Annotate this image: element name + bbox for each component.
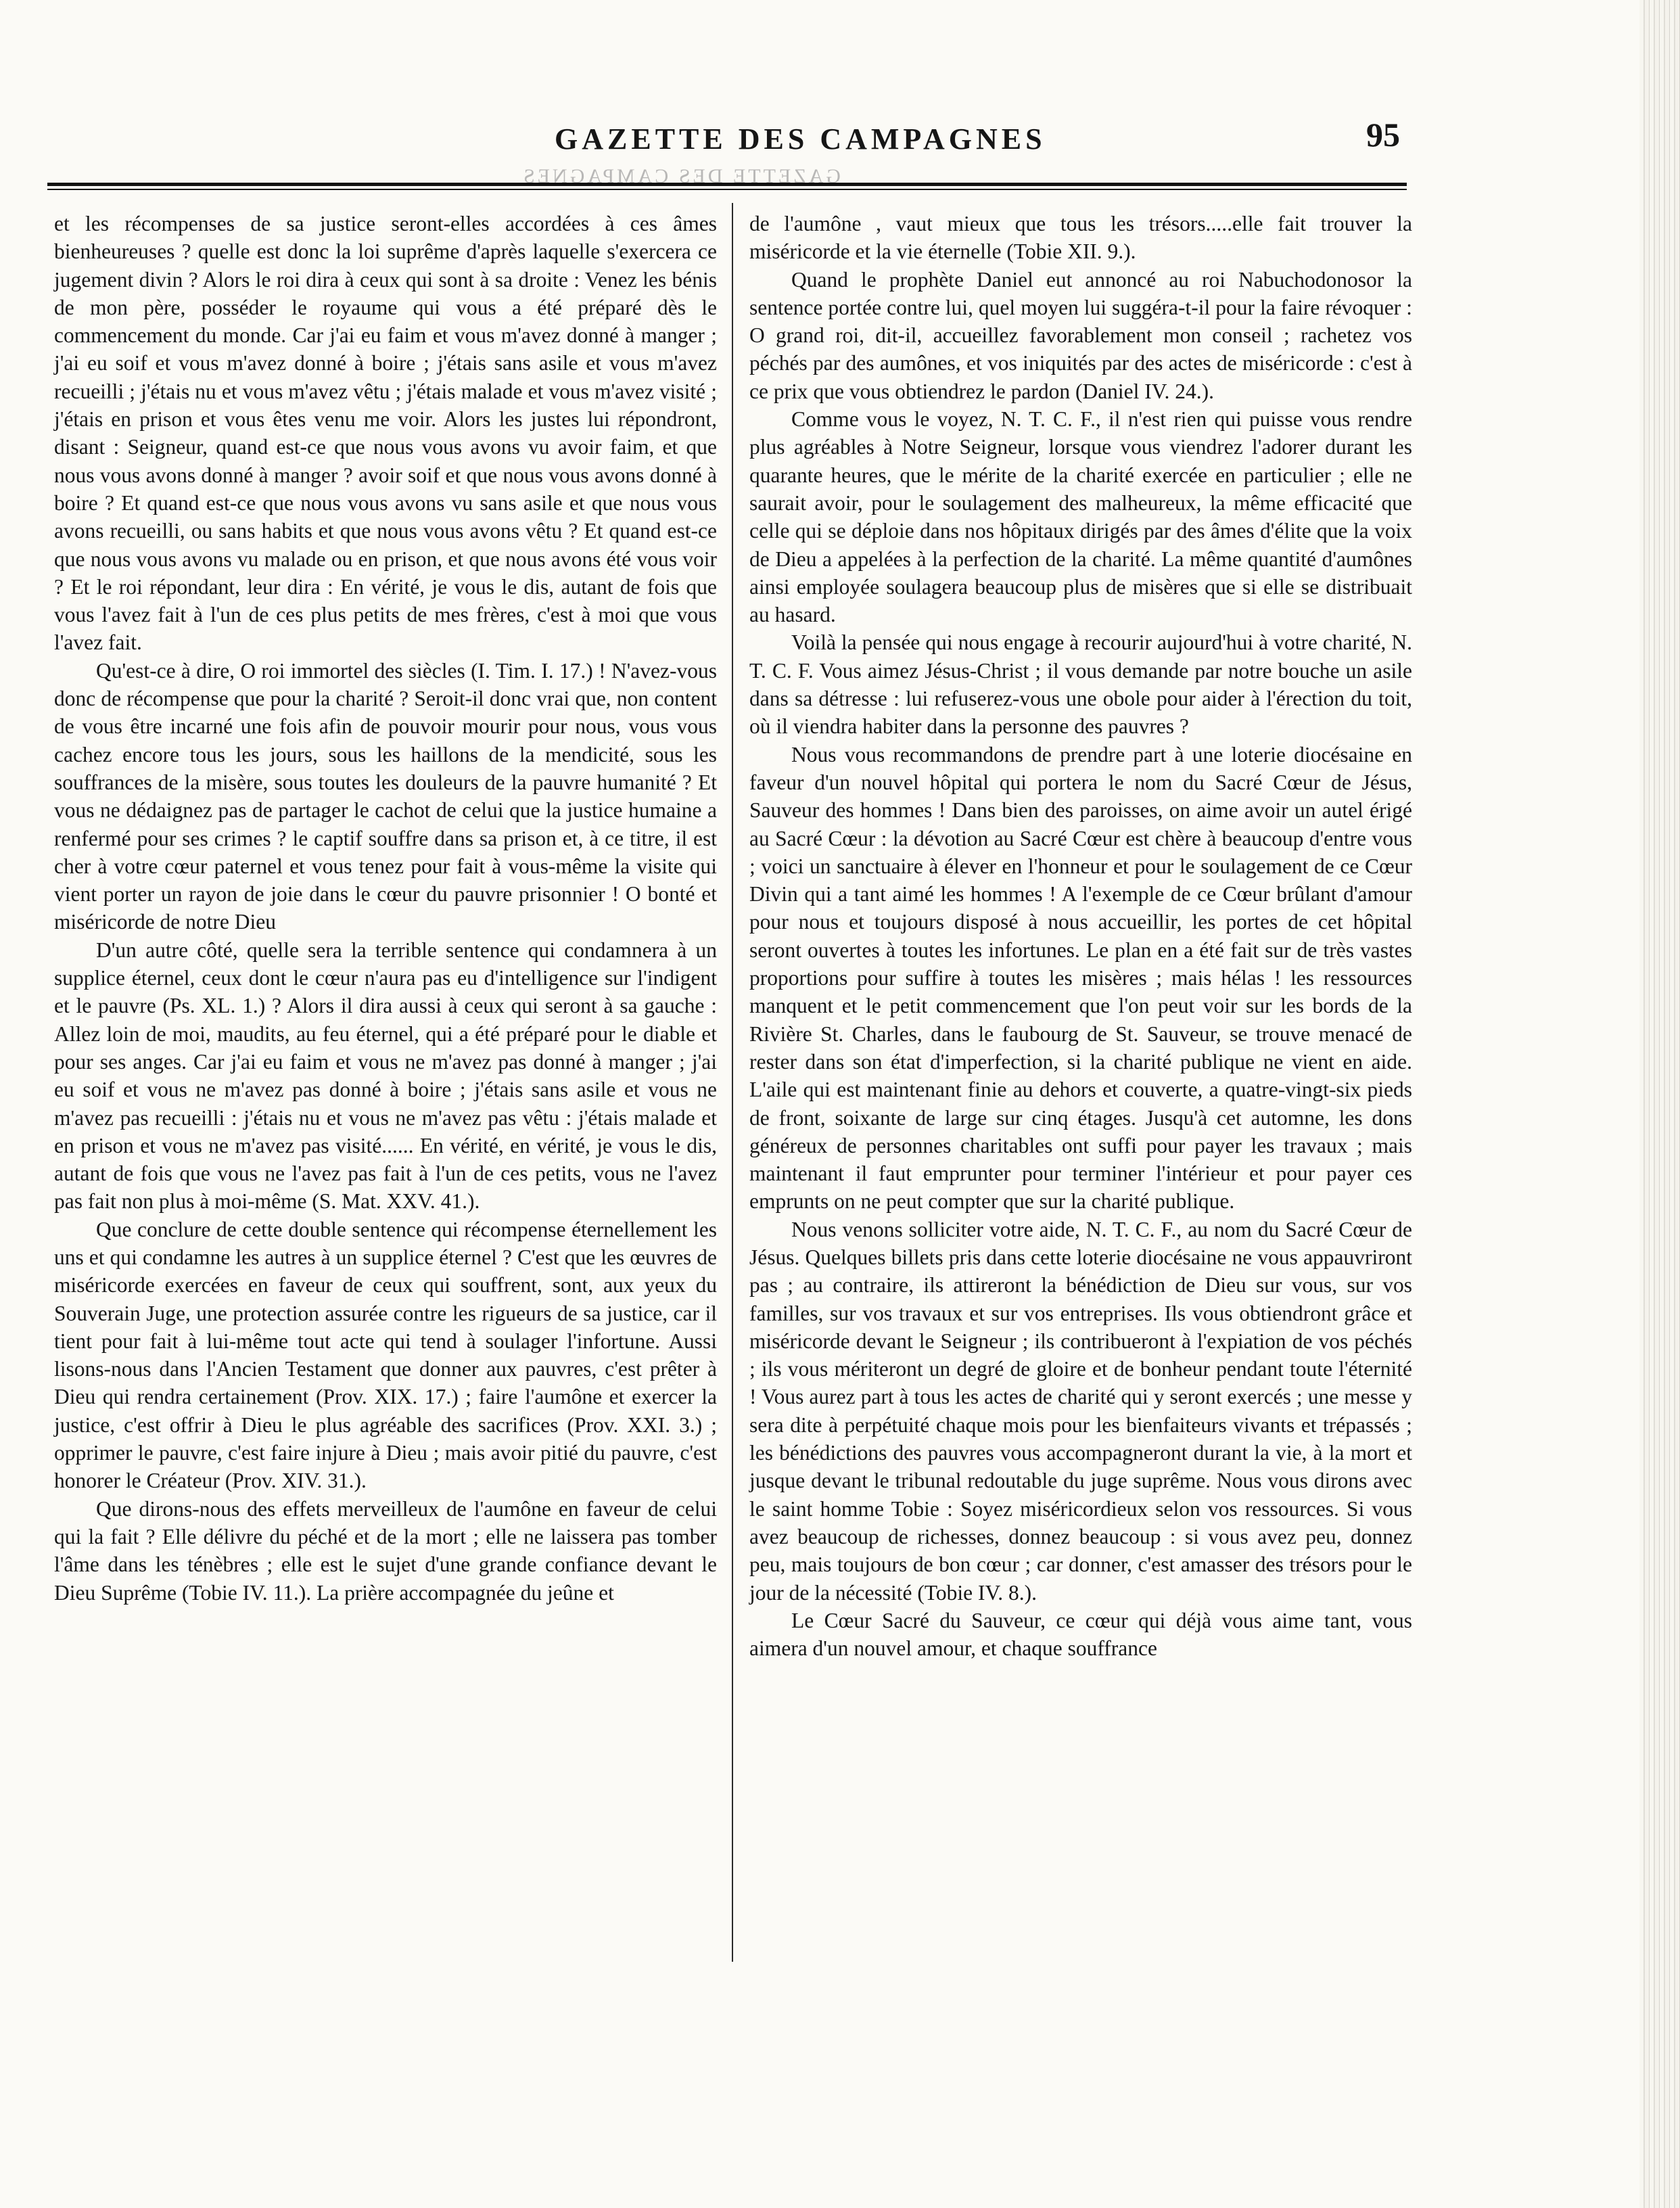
bleed-through-title: GAZETTE DES CAMPAGNES: [521, 165, 841, 187]
paragraph: Quand le prophète Daniel eut annoncé au roi Nabuchodonosor la sentence portée contre lui, quel moyen lui suggéra-t-il pour la faire révoquer : O grand roi, dit-il, accueillez favorablement mon conseil ; rachetez vos péchés par des aumônes, et vos iniquités par des actes de miséricorde : c'est à ce prix que vous obtiendrez le pardon (Daniel IV. 24.).: [749, 267, 1412, 403]
right-column: [749, 210, 1412, 1662]
page-edge-binding: [1639, 0, 1680, 2208]
paragraph: Nous venons solliciter votre aide, N. T. C. F., au nom du Sacré Cœur de Jésus. Quelques billets pris dans cette loterie diocésaine ne vous appauvriront pas ; au contraire, ils attireront la bénédiction de Dieu sur vous, sur vos familles, sur vos travaux et sur vos entreprises. Ils vous obtiendront grâce et miséricorde devant le Seigneur ; ils contribueront à l'expiation de vos péchés ; ils vous mériteront un degré de gloire et de bonheur pendant toute l'éternité ! Vous aurez part à tous les actes de charité qui y seront exercés ; une messe y sera dite à perpétuité chaque mois pour les bienfaiteurs vivants et trépassés ; les bénédictions des pauvres vous accompagneront durant la vie, à la mort et jusque devant le tribunal redoutable du juge suprême. Nous vous dirons avec le saint homme Tobie : Soyez miséricordieux selon vos ressources. Si vous avez beaucoup de richesses, donnez beaucoup : si vous avez peu, donnez peu, mais toujours de bon cœur ; car donner, c'est amasser des trésors pour le jour de la nécessité (Tobie IV. 8.).: [749, 1217, 1412, 1605]
page-number: 95: [1366, 116, 1400, 154]
running-title: GAZETTE DES CAMPAGNES: [555, 122, 1046, 156]
paragraph: Le Cœur Sacré du Sauveur, ce cœur qui déjà vous aime tant, vous aimera d'un nouvel amour, et chaque souffrance: [749, 1608, 1412, 1661]
page-header: [54, 115, 1400, 169]
paragraph: D'un autre côté, quelle sera la terrible sentence qui condamnera à un supplice éternel, ceux dont le cœur n'aura pas eu d'intelligence sur l'indigent et le pauvre (Ps. XL. 1.) ? Alors il dira aussi à ceux qui seront à sa gauche : Allez loin de moi, maudits, au feu éternel, qui a été préparé pour le diable et pour ses anges. Car j'ai eu faim et vous ne m'avez pas donné à manger ; j'ai eu soif et vous ne m'avez pas donné à boire ; j'étais sans asile et vous ne m'avez pas recueilli : j'étais nu et vous ne m'avez pas vêtu : j'étais malade et en prison et vous ne m'avez pas visité...... En vérité, en vérité, je vous le dis, autant de fois que vous ne l'avez pas fait à l'un de ces petits, vous ne l'avez pas fait non plus à moi-même (S. Mat. XXV. 41.).: [54, 938, 717, 1214]
paragraph: Qu'est-ce à dire, O roi immortel des siècles (I. Tim. I. 17.) ! N'avez-vous donc de récompense que pour la charité ? Seroit-il donc vrai que, non content de vous être incarné une fois afin de pouvoir mourir pour nous, vous vous cachez encore tous les jours, sous les haillons de la mendicité, sous les souffrances de la misère, sous toutes les douleurs de la pauvre humanité ? Et vous ne dédaignez pas de partager le cachot de celui que la justice humaine a renfermé pour ses crimes ? le captif souffre dans sa prison et, à ce titre, il est cher à votre cœur paternel et vous tenez pour fait à vous-même la visite qui vient porter un rayon de joie dans le cœur du pauvre prisonnier ! O bonté et miséricorde de notre Dieu: [54, 658, 717, 934]
paragraph: de l'aumône , vaut mieux que tous les trésors.....elle fait trouver la miséricorde et la vie éternelle (Tobie XII. 9.).: [749, 212, 1412, 264]
paragraph: Que conclure de cette double sentence qui récompense éternellement les uns et qui condamne les autres à un supplice éternel ? C'est que les œuvres de miséricorde exercées en faveur de ceux qui souffrent, sont, aux yeux du Souverain Juge, une protection assurée contre les rigueurs de sa justice, car il tient pour fait à lui-même tout acte qui tend à soulager l'infortune. Aussi lisons-nous dans l'Ancien Testament que donner aux pauvres, c'est prêter à Dieu qui rendra certainement (Prov. XIX. 17.) ; faire l'aumône et exercer la justice, c'est offrir à Dieu le plus agréable des sacrifices (Prov. XXI. 3.) ; opprimer le pauvre, c'est faire injure à Dieu ; mais avoir pitié du pauvre, c'est honorer le Créateur (Prov. XIV. 31.).: [54, 1217, 717, 1493]
paragraph: et les récompenses de sa justice seront-elles accordées à ces âmes bienheureuses ? quelle est donc la loi suprême d'après laquelle s'exercera ce jugement divin ? Alors le roi dira à ceux qui sont à sa droite : Venez les bénis de mon père, posséder le royaume qui vous a été préparé dès le commencement du monde. Car j'ai eu faim et vous m'avez donné à manger ; j'ai eu soif et vous m'avez donné à boire ; j'étais sans asile et vous m'avez recueilli ; j'étais nu et vous m'avez vêtu ; j'étais malade et vous m'avez visité ; j'étais en prison et vous êtes venu me voir. Alors les justes lui répondront, disant : Seigneur, quand est-ce que nous vous avons vu avoir faim, et que nous vous avons donné à manger ? avoir soif et que nous vous avons donné à boire ? Et quand est-ce que nous vous avons vu sans asile et que nous vous avons recueilli, ou sans habits et que nous vous avons vêtu ? Et quand est-ce que nous vous avons vu malade ou en prison, et que nous avons été vous voir ? Et le roi répondant, leur dira : En vérité, je vous le dis, autant de fois que vous l'avez fait à l'un de ces plus petits de mes frères, c'est à moi que vous l'avez fait.: [54, 212, 717, 655]
paragraph: Nous vous recommandons de prendre part à une loterie diocésaine en faveur d'un nouvel hôpital qui portera le nom du Sacré Cœur de Jésus, Sauveur des hommes ! Dans bien des paroisses, on aime avoir un autel érigé au Sacré Cœur : la dévotion au Sacré Cœur est chère à beaucoup d'entre vous ; voici un sanctuaire à élever en l'honneur et pour le soulagement de ce Cœur Divin qui a tant aimé les hommes ! A l'exemple de ce Cœur brûlant d'amour pour nous et toujours disposé à nous accueillir, les portes de cet hôpital seront ouvertes à toutes les infortunes. Le plan en a été fait sur de très vastes proportions pour suffire à toutes les misères ; mais hélas ! les ressources manquent et le petit commencement que l'on peut voir sur les bords de la Rivière St. Charles, dans le faubourg de St. Sauveur, se trouve menacé de rester dans son état d'imperfection, si la charité publique ne vient en aide. L'aile qui est maintenant finie au dehors et couverte, a quatre-vingt-six pieds de front, soixante de large sur cinq étages. Jusqu'à cet automne, les dons généreux de personnes charitables ont suffi pour payer les travaux ; mais maintenant il faut emprunter pour terminer l'intérieur et pour payer ces emprunts on ne peut compter que sur la charité publique.: [749, 742, 1412, 1214]
paragraph: Comme vous le voyez, N. T. C. F., il n'est rien qui puisse vous rendre plus agréables à Notre Seigneur, lorsque vous viendrez l'adorer durant les quarante heures, que le mérite de la charité exercée en particulier ; elle ne saurait avoir, pour le soulagement des malheureux, la même efficacité que celle qui se déploie dans nos hôpitaux dirigés par des âmes d'élite que la voix de Dieu a appelées à la perfection de la charité. La même quantité d'aumônes ainsi employée soulagera beaucoup plus de misères que si elle se distribuait au hasard.: [749, 407, 1412, 627]
left-column: [54, 210, 717, 1607]
paragraph: Que dirons-nous des effets merveilleux de l'aumône en faveur de celui qui la fait ? Elle délivre du péché et de la mort ; elle ne laissera pas tomber l'âme dans les ténèbres ; elle est le sujet d'une grande confiance devant le Dieu Suprême (Tobie IV. 11.). La prière accompagnée du jeûne et: [54, 1496, 717, 1605]
paragraph: Voilà la pensée qui nous engage à recourir aujourd'hui à votre charité, N. T. C. F. Vous aimez Jésus-Christ ; il vous demande par notre bouche un asile dans sa détresse : lui refuserez-vous une obole pour aider à l'érection du toit, où il viendra habiter dans la personne des pauvres ?: [749, 630, 1412, 739]
header-rule: [47, 183, 1407, 190]
column-divider: [732, 203, 733, 1962]
